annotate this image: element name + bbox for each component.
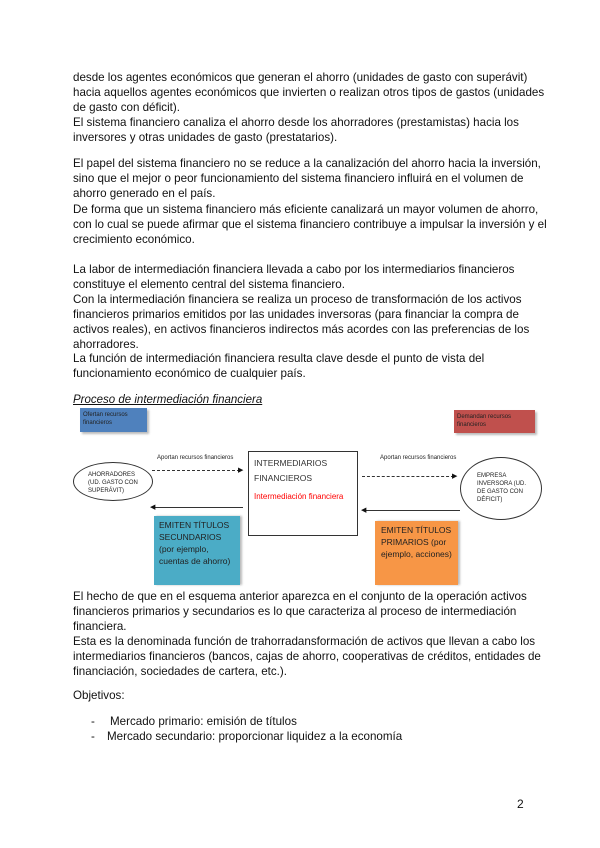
intermediaries-box: [248, 451, 358, 536]
solid-arrow-left: [155, 507, 243, 508]
investor-ellipse: EMPRESA INVERSORA (UD. DE GASTO CON DÉFICIT): [460, 457, 542, 520]
text-line: La función de intermediación financiera resulta clave desde el punto de vista del: [73, 352, 485, 366]
secondary-securities-box: EMITEN TÍTULOS SECUNDARIOS (por ejemplo, cuentas de ahorro): [154, 516, 240, 585]
objectives-heading: Objetivos:: [73, 689, 125, 702]
text-line: funcionamiento económico de cualquier país.: [73, 367, 306, 381]
arrow-label-right: Aportan recursos financieros: [380, 455, 457, 461]
intermediaries-label: INTERMEDIARIOS FINANCIEROS: [254, 458, 328, 483]
solid-arrow-right: [366, 510, 460, 511]
objective-item: Mercado primario: emisión de títulos: [110, 715, 297, 728]
text-line: La labor de intermediación financiera llevada a cabo por los intermediarios financieros: [73, 263, 515, 276]
text-line: De forma que un sistema financiero más eficiente canalizará un mayor volumen de ahorro,: [73, 202, 539, 216]
text-line: desde los agentes económicos que generan el ahorro (unidades de gasto con superávit): [73, 71, 528, 84]
intermediation-label: Intermediación financiera: [254, 492, 344, 501]
text-line: intermediarios financieros (bancos, cajas de ahorro, cooperativas de créditos, entidades de: [73, 649, 541, 663]
arrow-label-left: Aportan recursos financieros: [157, 455, 234, 461]
text-line: Esta es la denominada función de trahorradansformación de activos que llevan a cabo los: [73, 634, 536, 648]
demand-resources-box: Demandan recursos financieros: [454, 410, 535, 433]
text-line: constituye el elemento central del sistema financiero.: [73, 277, 345, 291]
text-line: hacia aquellos agentes económicos que invierten o realizan otros tipos de gastos (unidades: [73, 86, 545, 99]
arrow-head-right-icon: ▶: [452, 473, 458, 480]
text-line: financieros primarios y secundarios es lo que caracteriza al proceso de intermediación: [73, 604, 517, 618]
text-line: Con la intermediación financiera se realiza un proceso de transformación de los activos: [73, 292, 522, 306]
diagram-title: Proceso de intermediación financiera: [73, 394, 263, 406]
text-line: sino que el mejor o peor funcionamiento del sistema financiero influirá en el volumen de: [73, 172, 524, 186]
text-line: El sistema financiero canaliza el ahorro desde los ahorradores (prestamistas) hacia los: [73, 116, 519, 129]
text-line: financiera.: [73, 619, 127, 633]
offer-resources-box: Ofertan recursos financieros: [80, 408, 147, 432]
text-line: ahorradores.: [73, 337, 139, 351]
arrow-head-left-icon: ◀: [361, 507, 367, 514]
text-line: con lo cual se puede afirmar que el sistema financiero contribuye a impulsar la inversión y el: [73, 217, 547, 231]
text-line: financieros primarios emitidos por las unidades inversoras (para financiar la compra de: [73, 307, 519, 321]
objective-item: Mercado secundario: proporcionar liquidez a la economía: [107, 730, 403, 743]
dashed-arrow-left: [152, 470, 240, 471]
dashed-arrow-right: [362, 476, 454, 477]
bullet: -: [91, 730, 95, 743]
arrow-head-right-icon: ▶: [238, 467, 244, 474]
bullet: -: [91, 715, 95, 728]
text-line: ahorro generado en el país.: [73, 187, 216, 201]
text-line: financiación, sociedades de cartera, etc.).: [73, 664, 287, 678]
text-line: activos reales), en activos financieros indirectos más acordes con las preferencias de los: [73, 322, 530, 336]
text-line: inversores y otras unidades de gasto (prestatarios).: [73, 131, 338, 144]
text-line: El papel del sistema financiero no se reduce a la canalización del ahorro hacia la inversión,: [73, 157, 541, 170]
text-line: El hecho de que en el esquema anterior aparezca en el conjunto de la operación activos: [73, 590, 527, 603]
savers-ellipse: AHORRADORES (UD. GASTO CON SUPERÁVIT): [73, 462, 153, 501]
text-line: crecimiento económico.: [73, 233, 195, 246]
primary-securities-box: EMITEN TÍTULOS PRIMARIOS (por ejemplo, acciones): [375, 521, 458, 585]
page-number: 2: [517, 797, 524, 811]
arrow-head-left-icon: ◀: [150, 504, 156, 511]
text-line: de gasto con déficit).: [73, 101, 180, 114]
